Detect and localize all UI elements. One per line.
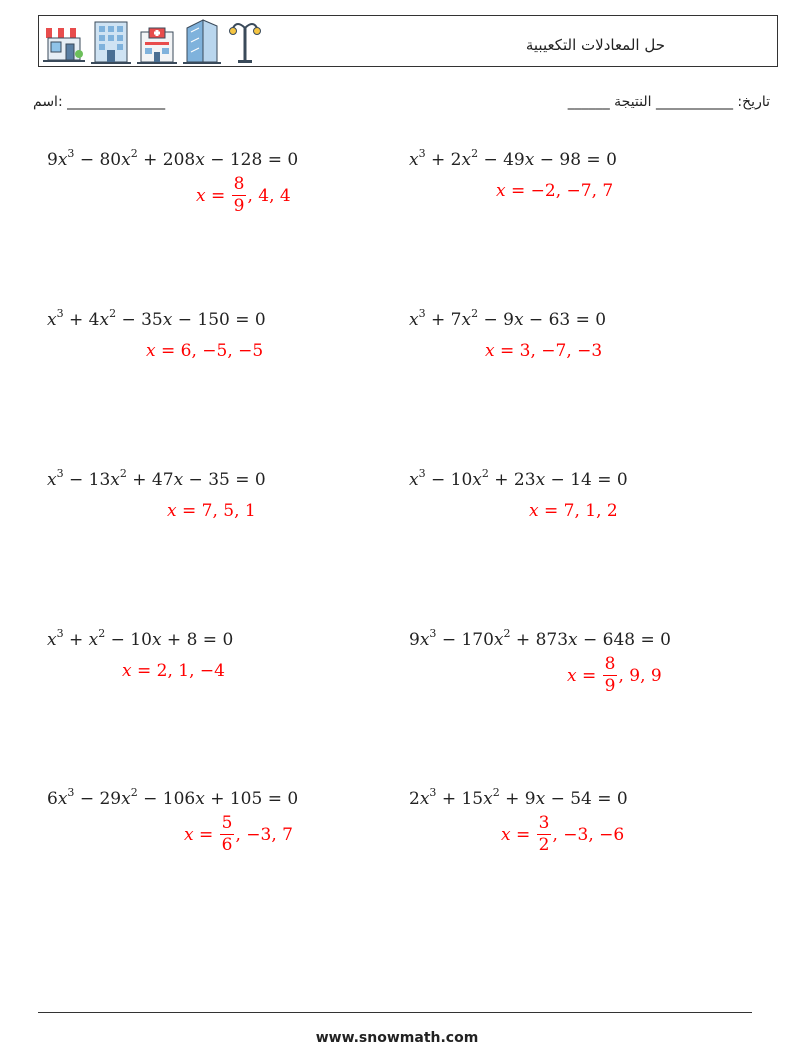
answer-fraction: $\frac{5}{6}$ (221, 813, 233, 855)
answer-3: x = 6, −5, −5 (146, 341, 264, 361)
answer-6: x = 7, 1, 2 (529, 501, 618, 521)
answer-1: x = $\frac{8}{9}$ , 4, 4 (196, 174, 291, 216)
problem-5: $x^3 - 13x^2 + 47x - 35 = 0$ (47, 467, 266, 490)
footer-divider (38, 1012, 752, 1013)
problem-4: $x^3 + 7x^2 - 9x - 63 = 0$ (409, 307, 607, 330)
office-building-icon (91, 20, 131, 64)
answer-2: x = −2, −7, 7 (496, 181, 614, 201)
answer-4: x = 3, −7, −3 (485, 341, 603, 361)
problem-2: $x^3 + 2x^2 - 49x - 98 = 0$ (409, 147, 617, 170)
answer-8: x = $\frac{8}{9}$ , 9, 9 (567, 654, 662, 696)
problem-1: $9x^3 - 80x^2 + 208x - 128 = 0$ (47, 147, 299, 170)
problem-7: $x^3 + x^2 - 10x + 8 = 0$ (47, 627, 234, 650)
date-score-field-label: تاريخ: ___________ النتيجة ______ (567, 94, 770, 110)
name-field-label: اسم: ______________ (33, 94, 166, 110)
answer-9: x = $\frac{5}{6}$ , −3, 7 (184, 813, 293, 855)
worksheet-header (38, 15, 778, 67)
glass-tower-icon (183, 18, 221, 64)
answer-var: x = (196, 185, 226, 206)
hospital-icon (137, 26, 177, 64)
problem-9: $6x^3 - 29x^2 - 106x + 105 = 0$ (47, 786, 299, 809)
problem-6: $x^3 - 10x^2 + 23x - 14 = 0$ (409, 467, 628, 490)
problem-3: $x^3 + 4x^2 - 35x - 150 = 0$ (47, 307, 266, 330)
header-icons (43, 20, 263, 64)
problem-8: $9x^3 - 170x^2 + 873x - 648 = 0$ (409, 627, 671, 650)
worksheet-title: حل المعادلات التكعيبية (525, 36, 665, 54)
market-stall-icon (43, 24, 85, 64)
answer-fraction: $\frac{8}{9}$ (233, 174, 245, 216)
street-lamp-icon (227, 18, 263, 64)
answer-7: x = 2, 1, −4 (122, 661, 225, 681)
answer-10: x = $\frac{3}{2}$ , −3, −6 (501, 813, 625, 855)
answer-fraction: $\frac{8}{9}$ (604, 654, 616, 696)
problem-10: $2x^3 + 15x^2 + 9x - 54 = 0$ (409, 786, 628, 809)
answer-fraction: $\frac{3}{2}$ (538, 813, 550, 855)
answer-5: x = 7, 5, 1 (167, 501, 256, 521)
footer-site-link[interactable]: www.snowmath.com (315, 1030, 479, 1046)
